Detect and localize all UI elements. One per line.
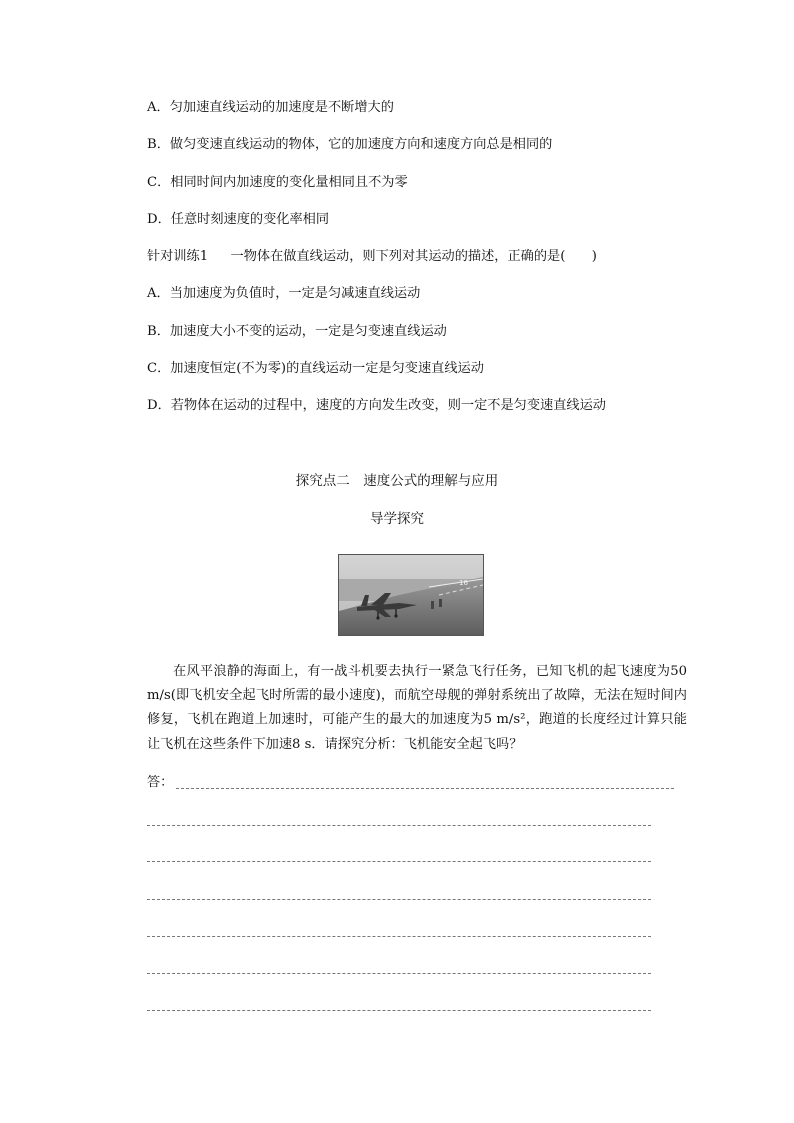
svg-text:16: 16: [459, 579, 468, 587]
answer-line-1[interactable]: [176, 788, 674, 789]
section-title: 探究点二 速度公式的理解与应用: [295, 473, 499, 489]
exercise-question-row: [147, 249, 597, 265]
exercise-label: 针对训练1: [147, 249, 209, 264]
answer-line-6[interactable]: [147, 973, 651, 974]
answer-line-3[interactable]: [147, 861, 651, 862]
exercise-option-c: C．加速度恒定(不为零)的直线运动一定是匀变速直线运动: [147, 361, 484, 376]
option-c: C．相同时间内加速度的变化量相同且不为零: [147, 175, 408, 190]
answer-line-4[interactable]: [147, 899, 651, 900]
exercise-question: 一物体在做直线运动，则下列对其运动的描述，正确的是( ): [230, 249, 597, 264]
answer-label: 答：: [147, 775, 174, 790]
answer-line-7[interactable]: [147, 1010, 651, 1011]
exercise-option-a: A．当加速度为负值时，一定是匀减速直线运动: [147, 286, 421, 301]
option-d: D．任意时刻速度的变化率相同: [147, 212, 330, 227]
answer-line-2[interactable]: [147, 825, 651, 826]
exercise-option-b: B．加速度大小不变的运动，一定是匀变速直线运动: [147, 324, 447, 339]
option-b: B．做匀变速直线运动的物体，它的加速度方向和速度方向总是相同的: [147, 137, 553, 152]
section-subtitle: 导学探究: [370, 511, 424, 527]
carrier-jet-photo: [338, 554, 484, 636]
exercise-option-d: D．若物体在运动的过程中，速度的方向发生改变，则一定不是匀变速直线运动: [147, 398, 606, 413]
option-a: A．匀加速直线运动的加速度是不断增大的: [147, 100, 394, 115]
problem-paragraph: 在风平浪静的海面上，有一战斗机要去执行一紧急飞行任务，已知飞机的起飞速度为50 m/s(即飞机安全起飞时所需的最小速度)，而航空母舰的弹射系统出了故障，无法在短时间内修复，飞机在跑道上加速时，可能产生的最大的加速度为5 m/s²，跑道的长度经过计算只能让飞机在这些条件下加速8 s．请探究分析：飞机能安全起飞吗？: [147, 664, 687, 752]
answer-line-5[interactable]: [147, 936, 651, 937]
